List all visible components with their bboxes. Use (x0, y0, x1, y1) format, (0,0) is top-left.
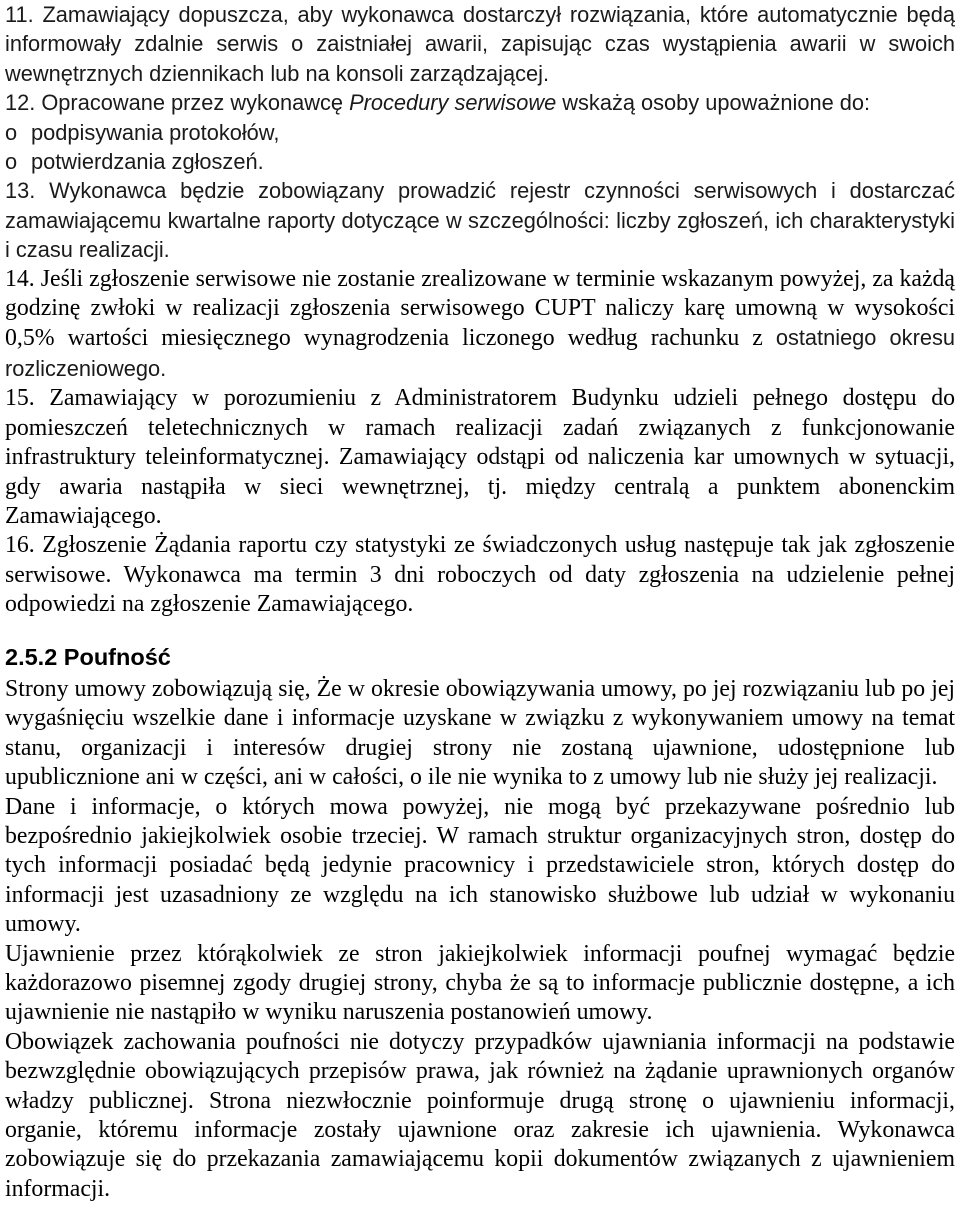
item-15: 15. Zamawiający w porozumieniu z Administratorem Budynku udzieli pełnego dostępu do pomieszczeń teletechnicznych w ramach realizacji zadań związanych z funkcjonowanie infrastruktury teleinformatycznej. Zamawiający odstąpi od naliczenia kar umownych w sytuacji, gdy awaria nastąpiła w sieci wewnętrznej, tj. między centralą a punktem abonenckim Zamawiającego. (5, 385, 955, 529)
item-14-prefix: 14. Jeśli zgłoszenie serwisowe nie zostanie zrealizowane w terminie wskazanym powyżej, za każdą godzinę zwłoki w realizacji zgłoszenia serwisowego CUPT naliczy karę umowną w wysokości 0,5% wartości miesięcznego wynagrodzenia liczonego według rachunku z (5, 265, 955, 352)
section-paragraph: Obowiązek zachowania poufności nie dotyczy przypadków ujawniania informacji na podstawie bezwzględnie obowiązujących przepisów prawa, jak również na żądanie uprawnionych organów władzy publicznej. Strona niezwłocznie poinformuje drugą stronę o ujawnieniu informacji, organie, któremu informacje zostały ujawnione oraz zakresie ich ujawnienia. Wykonawca zobowiązuje się do przekazania zamawiającemu kopii dokumentów związanych z ujawnieniem informacji. (5, 1028, 955, 1202)
item-13: 13. Wykonawca będzie zobowiązany prowadzić rejestr czynności serwisowych i dostarczać zamawiającemu kwartalne raporty dotyczące w szczególności: liczby zgłoszeń, ich charakterystyki i czasu realizacji. (5, 178, 955, 263)
item-14 (5, 265, 955, 385)
item-16: 16. Zgłoszenie Żądania raportu czy statystyki ze świadczonych usług następuje tak jak zgłoszenie serwisowe. Wykonawca ma termin 3 dni roboczych od daty zgłoszenia na udzielenie pełnej odpowiedzi na zgłoszenie Zamawiającego. (5, 532, 955, 618)
bullet-text: potwierdzania zgłoszeń. (31, 149, 264, 175)
item-12 (5, 88, 955, 117)
document-page (5, 0, 955, 1204)
bullet-mark: o (5, 119, 18, 145)
item-12-suffix: wskażą osoby upoważnione do: (556, 90, 871, 116)
bullet-item (5, 147, 955, 176)
item-14-suffix: ostatniego okresu rozliczeniowego. (5, 325, 955, 381)
section-paragraph: Dane i informacje, o których mowa powyżej, nie mogą być przekazywane pośrednio lub bezpośrednio jakiejkolwiek osobie trzeciej. W ramach struktur organizacyjnych stron, dostęp do tych informacji posiadać będą jedynie pracownicy i przedstawiciele stron, których dostęp do informacji jest uzasadniony ze względu na ich stanowisko służbowe lub udział w wykonaniu umowy. (5, 793, 955, 938)
bullet-item (5, 118, 955, 147)
bullet-text: podpisywania protokołów, (31, 119, 280, 145)
section-paragraph: Strony umowy zobowiązują się, Że w okresie obowiązywania umowy, po jej rozwiązaniu lub po jej wygaśnięciu wszelkie dane i informacje uzyskane w związku z wykonywaniem umowy na temat stanu, organizacji i interesów drugiej strony nie zostaną ujawnione, udostępnione lub upublicznione ani w części, ani w całości, o ile nie wynika to z umowy lub nie służy jej realizacji. (5, 675, 955, 791)
item-12-prefix: 12. Opracowane przez wykonawcę (5, 90, 350, 116)
item-11: 11. Zamawiający dopuszcza, aby wykonawca dostarczył rozwiązania, które automatycznie będą informowały zdalnie serwis o zaistniałej awarii, zapisując czas wystąpienia awarii w swoich wewnętrznych dziennikach lub na konsoli zarządzającej. (5, 2, 955, 86)
item-12-italic: Procedury serwisowe (349, 90, 557, 116)
bullet-mark: o (5, 149, 18, 175)
section-paragraph: Ujawnienie przez którąkolwiek ze stron jakiejkolwiek informacji poufnej wymagać będzie każdorazowo pisemnej zgody drugiej strony, chyba że są to informacje publicznie dostępne, a ich ujawnienie nie nastąpiło w wyniku naruszenia postanowień umowy. (5, 940, 955, 1026)
section-heading: 2.5.2 Poufność (5, 643, 171, 670)
